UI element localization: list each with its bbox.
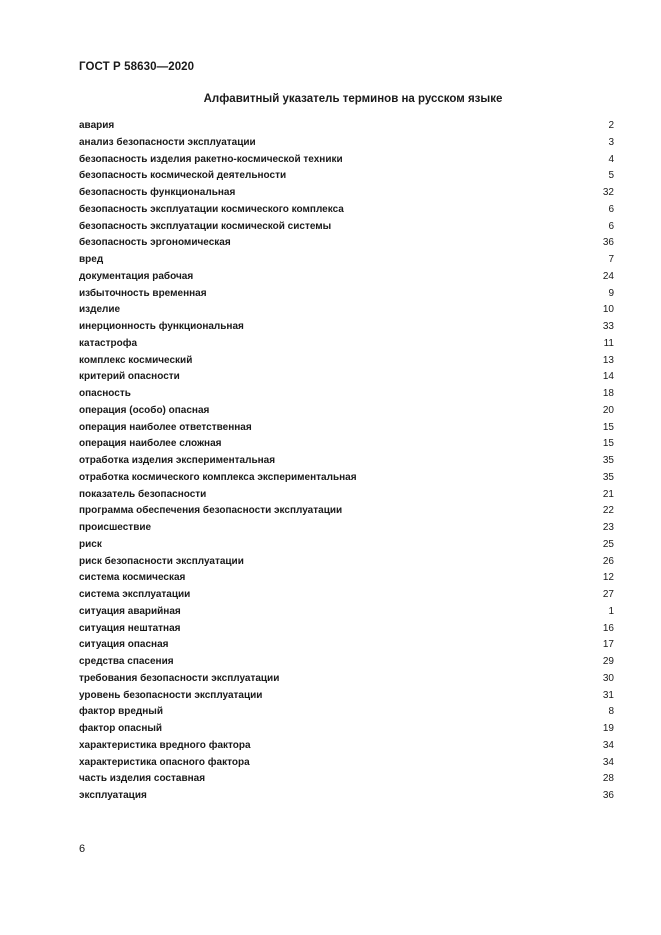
index-term: безопасность эксплуатации космической системы	[79, 220, 332, 232]
index-term-number: 32	[602, 187, 614, 198]
index-term-number: 16	[602, 622, 614, 634]
index-entry	[79, 654, 614, 671]
index-entry	[79, 369, 614, 386]
index-term: катастрофа	[79, 337, 138, 349]
index-entry	[79, 286, 614, 303]
index-entry	[79, 704, 614, 721]
index-term-number: 36	[602, 790, 614, 801]
page-number: 6	[79, 843, 86, 855]
index-entry	[79, 302, 614, 319]
index-entry	[79, 470, 614, 487]
index-entry	[79, 185, 614, 202]
index-term: документация рабочая	[79, 270, 194, 282]
index-term: система эксплуатации	[79, 589, 191, 600]
index-term-number: 15	[602, 421, 614, 433]
index-entry	[79, 755, 614, 772]
index-term-number: 28	[602, 773, 614, 785]
index-term-number: 1	[608, 605, 614, 617]
index-term: часть изделия составная	[79, 773, 206, 785]
index-entry	[79, 570, 614, 587]
index-term-number: 6	[608, 220, 614, 232]
index-term-number: 31	[602, 689, 614, 701]
index-entry	[79, 168, 614, 185]
index-term-number: 22	[602, 505, 614, 517]
index-term-number: 30	[602, 672, 614, 684]
index-entry	[79, 353, 614, 370]
index-term-number: 25	[602, 538, 614, 550]
index-entry	[79, 436, 614, 453]
index-title: Алфавитный указатель терминов на русском языке	[203, 93, 503, 105]
index-term: фактор вредный	[79, 706, 163, 718]
index-entry	[79, 554, 614, 571]
index-term: средства спасения	[79, 656, 174, 667]
index-entry	[79, 487, 614, 504]
index-term: безопасность эксплуатации космического комплекса	[79, 203, 344, 215]
index-term: безопасность функциональная	[79, 187, 236, 198]
index-entry	[79, 771, 614, 788]
index-term: система космическая	[79, 572, 186, 584]
index-term: уровень безопасности эксплуатации	[79, 689, 263, 701]
index-entry	[79, 336, 614, 353]
index-term-number: 29	[602, 656, 614, 667]
index-term-number: 36	[602, 237, 614, 249]
standard-header: ГОСТ Р 58630—2020	[79, 61, 195, 73]
index-entry	[79, 152, 614, 169]
index-term-number: 9	[608, 287, 614, 299]
index-term-number: 35	[602, 471, 614, 483]
index-entry	[79, 269, 614, 286]
index-term: эксплуатация	[79, 790, 147, 801]
index-term: отработка изделия экспериментальная	[79, 455, 276, 466]
index-term: опасность	[79, 388, 131, 399]
index-entry	[79, 135, 614, 152]
index-entry	[79, 721, 614, 738]
index-term-number: 8	[608, 706, 614, 718]
index-entry	[79, 386, 614, 403]
index-entry	[79, 621, 614, 638]
index-term-number: 13	[602, 354, 614, 366]
index-term: ситуация нештатная	[79, 622, 181, 634]
index-term: комплекс космический	[79, 354, 193, 366]
index-term-number: 18	[602, 388, 614, 399]
index-term-number: 23	[602, 522, 614, 533]
index-term-number: 10	[602, 304, 614, 316]
index-term-number: 35	[602, 455, 614, 466]
index-term-number: 5	[608, 170, 614, 182]
index-term: безопасность изделия ракетно-космической техники	[79, 153, 343, 165]
index-term: риск	[79, 538, 102, 550]
index-entry	[79, 788, 614, 805]
index-term: инерционность функциональная	[79, 321, 244, 332]
index-term-number: 17	[602, 639, 614, 651]
index-term: фактор опасный	[79, 723, 163, 734]
index-term: безопасность эргономическая	[79, 237, 231, 249]
index-entry	[79, 738, 614, 755]
index-entry	[79, 219, 614, 236]
index-entry	[79, 235, 614, 252]
index-entry	[79, 688, 614, 705]
index-entry	[79, 503, 614, 520]
index-term-number: 33	[602, 321, 614, 332]
index-term-number: 4	[608, 153, 614, 165]
index-term: авария	[79, 120, 115, 131]
index-term: происшествие	[79, 522, 152, 533]
index-entry	[79, 420, 614, 437]
index-entry	[79, 453, 614, 470]
index-term: безопасность космической деятельности	[79, 170, 287, 182]
index-term-number: 7	[608, 254, 614, 265]
index-term-number: 2	[608, 120, 614, 131]
index-entry	[79, 604, 614, 621]
index-term: характеристика вредного фактора	[79, 739, 251, 751]
index-term: программа обеспечения безопасности эксплуатации	[79, 505, 343, 517]
index-entry	[79, 202, 614, 219]
index-term: ситуация аварийная	[79, 605, 181, 617]
index-term: отработка космического комплекса экспериментальная	[79, 471, 357, 483]
index-entry	[79, 252, 614, 269]
index-entry	[79, 319, 614, 336]
index-term: операция (особо) опасная	[79, 404, 210, 416]
index-entry	[79, 537, 614, 554]
index-term-number: 14	[602, 371, 614, 383]
index-term-number: 20	[602, 404, 614, 416]
index-term-number: 26	[602, 555, 614, 567]
index-term: операция наиболее ответственная	[79, 421, 252, 433]
index-term-number: 34	[602, 739, 614, 751]
index-term: вред	[79, 254, 104, 265]
index-term-number: 3	[608, 136, 614, 148]
index-term: характеристика опасного фактора	[79, 756, 250, 768]
index-term-number: 21	[602, 488, 614, 500]
index-entry	[79, 671, 614, 688]
index-term-number: 6	[608, 203, 614, 215]
index-term: изделие	[79, 304, 121, 316]
index-term-number: 12	[602, 572, 614, 584]
index-entry	[79, 118, 614, 135]
index-entry	[79, 587, 614, 604]
index-term-number: 34	[602, 756, 614, 768]
term-index-list	[79, 118, 614, 805]
index-term: ситуация опасная	[79, 639, 169, 651]
index-entry	[79, 403, 614, 420]
index-term-number: 19	[602, 723, 614, 734]
index-term: показатель безопасности	[79, 488, 207, 500]
index-term-number: 27	[602, 589, 614, 600]
index-term: анализ безопасности эксплуатации	[79, 136, 256, 148]
index-entry	[79, 520, 614, 537]
index-term-number: 24	[602, 270, 614, 282]
index-term-number: 15	[602, 438, 614, 450]
index-term: требования безопасности эксплуатации	[79, 672, 280, 684]
index-entry	[79, 637, 614, 654]
index-term: избыточность временная	[79, 287, 207, 299]
index-term: риск безопасности эксплуатации	[79, 555, 244, 567]
index-term: операция наиболее сложная	[79, 438, 222, 450]
index-term: критерий опасности	[79, 371, 180, 383]
index-term-number: 11	[603, 337, 614, 349]
